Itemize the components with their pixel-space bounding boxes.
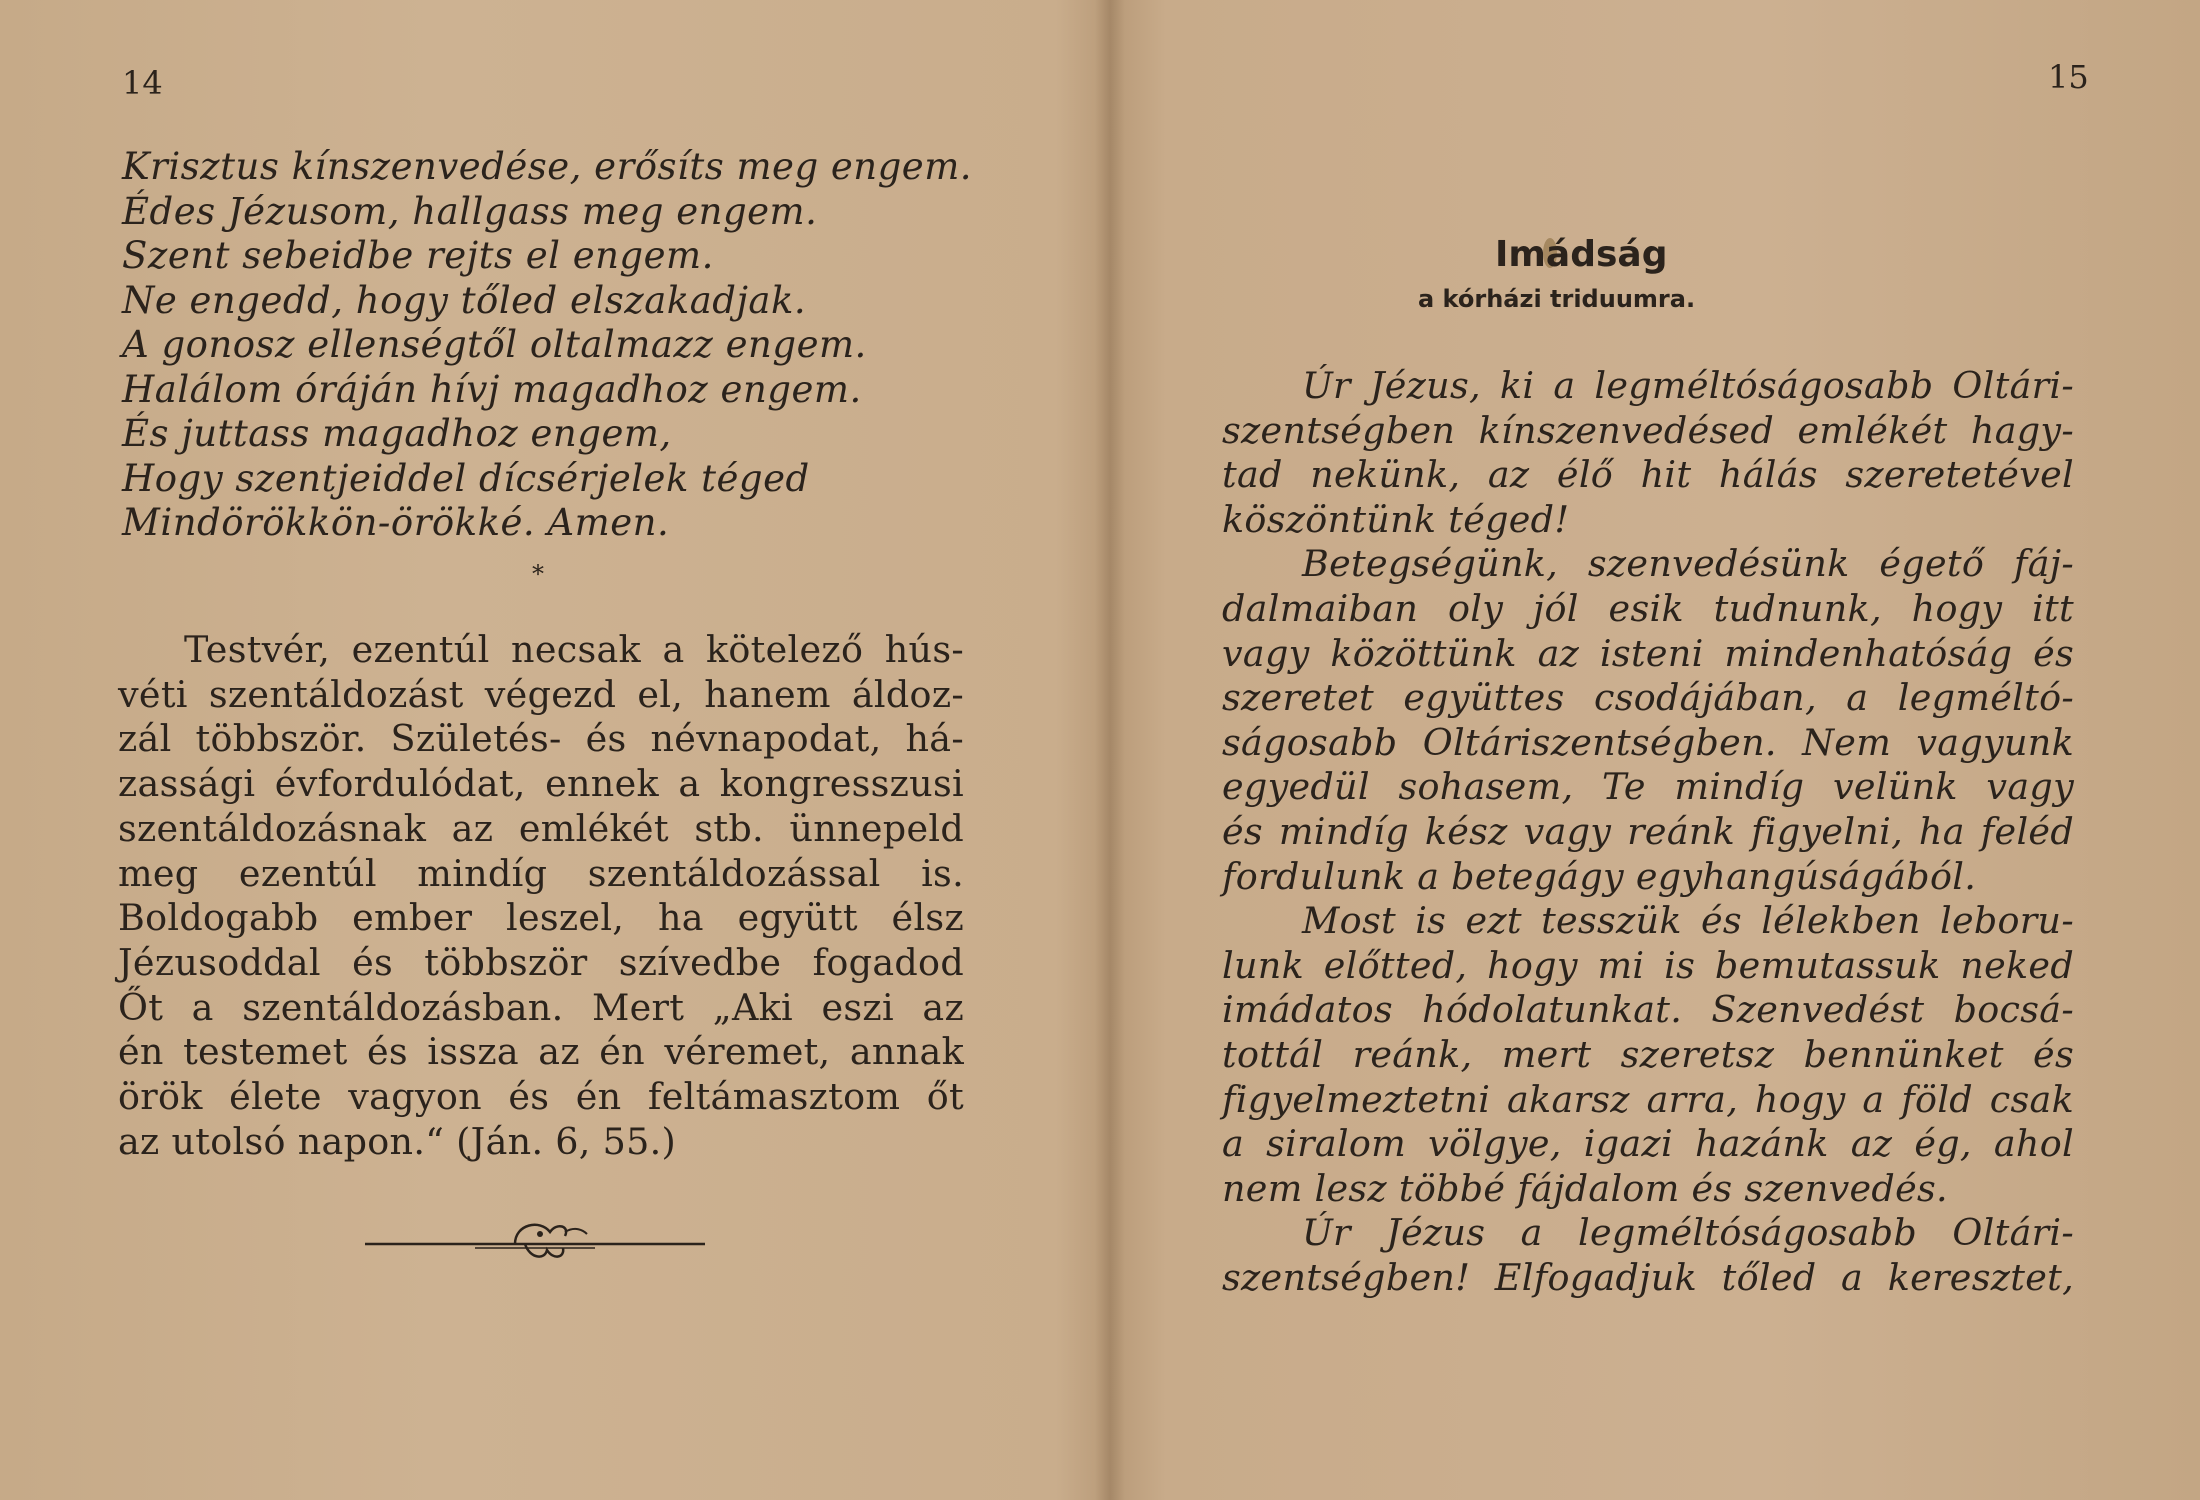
prayer-line: tad nekünk, az élő hit hálás szeretetével (1222, 453, 2074, 497)
page-number-left: 14 (122, 64, 163, 102)
prayer-line: fordulunk a betegágy egyhangúságából. (1222, 854, 1977, 898)
paragraph-line: Testvér, ezentúl necsak a kötelező hús- (184, 628, 964, 671)
paragraph-line: zassági évfordulódat, ennek a kongresszusi (118, 762, 964, 806)
poem-line: Ne engedd, hogy tőled elszakadjak. (122, 278, 807, 322)
prayer-line: egyedül sohasem, Te mindíg velünk vagy (1222, 765, 2074, 809)
poem-line: És juttass magadhoz engem, (122, 412, 672, 455)
prayer-line: dalmaiban oly jól esik tudnunk, hogy itt (1222, 586, 2074, 630)
prayer-line: figyelmeztetni akarsz arra, hogy a föld csak (1222, 1077, 2074, 1121)
prayer-line: Úr Jézus, ki a legméltóságosabb Oltári- (1302, 364, 2074, 407)
paragraph-line: véti szentáldozást végezd el, hanem áldoz- (118, 672, 964, 716)
poem-line: Mindörökkön-örökké. Amen. (122, 501, 670, 544)
prayer-text (1222, 364, 2074, 1300)
prayer-line: Most is ezt tesszük és lélekben leboru- (1302, 899, 2074, 943)
paragraph-line: meg ezentúl mindíg szentáldozással is. (118, 851, 964, 895)
prayer-line: szentségben! Elfogadjuk tőled a keresztet, (1222, 1255, 2074, 1299)
prayer-line: imádatos hódolatunkat. Szenvedést bocsá- (1222, 988, 2074, 1032)
prayer-subheading: a kórházi triduumra. (1418, 285, 1696, 313)
poem (122, 145, 972, 546)
body-paragraph (118, 628, 964, 1164)
prayer-line: Úr Jézus a legméltóságosabb Oltári- (1302, 1211, 2074, 1255)
paragraph-line: Boldogabb ember leszel, ha együtt élsz (118, 896, 964, 940)
paragraph-line: az utolsó napon.“ (Ján. 6, 55.) (118, 1119, 677, 1163)
poem-line: A gonosz ellenségtől oltalmazz engem. (122, 323, 867, 366)
poem-line: Szent sebeidbe rejts el engem. (122, 234, 714, 277)
paragraph-line: örök élete vagyon és én feltámasztom őt (118, 1075, 964, 1119)
poem-line: Hogy szentjeiddel dícsérjelek téged (122, 456, 810, 500)
section-separator: * (532, 560, 544, 588)
prayer-line: a siralom völgye, igazi hazánk az ég, ahol (1222, 1122, 2074, 1166)
page-number-right: 15 (2048, 58, 2089, 96)
prayer-line: nem lesz többé fájdalom és szenvedés. (1222, 1166, 1948, 1210)
prayer-line: szentségben kínszenvedésed emlékét hagy- (1222, 408, 2074, 452)
prayer-line: Betegségünk, szenvedésünk égető fáj- (1302, 542, 2074, 586)
prayer-heading: Imádság (1495, 234, 1668, 275)
prayer-line: vagy közöttünk az isteni mindenhatóság és (1222, 631, 2074, 675)
paragraph-line: Őt a szentáldozásban. Mert „Aki eszi az (118, 985, 964, 1029)
paragraph-line: szentáldozásnak az emlékét stb. ünnepeld (118, 806, 964, 850)
prayer-line: lunk előtted, hogy mi is bemutassuk neked (1222, 943, 2074, 987)
paragraph-line: zál többször. Születés- és névnapodat, há- (118, 717, 964, 761)
paragraph-line: én testemet és issza az én véremet, annak (118, 1030, 964, 1074)
paragraph-line: Jézusoddal és többször szívedbe fogadod (118, 940, 964, 984)
prayer-line: köszöntünk téged! (1222, 497, 1570, 541)
floral-divider-icon (365, 1204, 705, 1264)
poem-line: Krisztus kínszenvedése, erősíts meg engem. (122, 145, 973, 188)
prayer-line: és mindíg kész vagy reánk figyelni, ha feléd (1222, 809, 2074, 853)
poem-line: Édes Jézusom, hallgass meg engem. (122, 189, 818, 233)
poem-line: Halálom óráján hívj magadhoz engem. (122, 367, 862, 411)
prayer-line: ságosabb Oltáriszentségben. Nem vagyunk (1222, 720, 2074, 764)
book-gutter (1095, 0, 1125, 1500)
prayer-line: tottál reánk, mert szeretsz bennünket és (1222, 1032, 2074, 1076)
prayer-line: szeretet együttes csodájában, a legméltó- (1222, 676, 2074, 720)
